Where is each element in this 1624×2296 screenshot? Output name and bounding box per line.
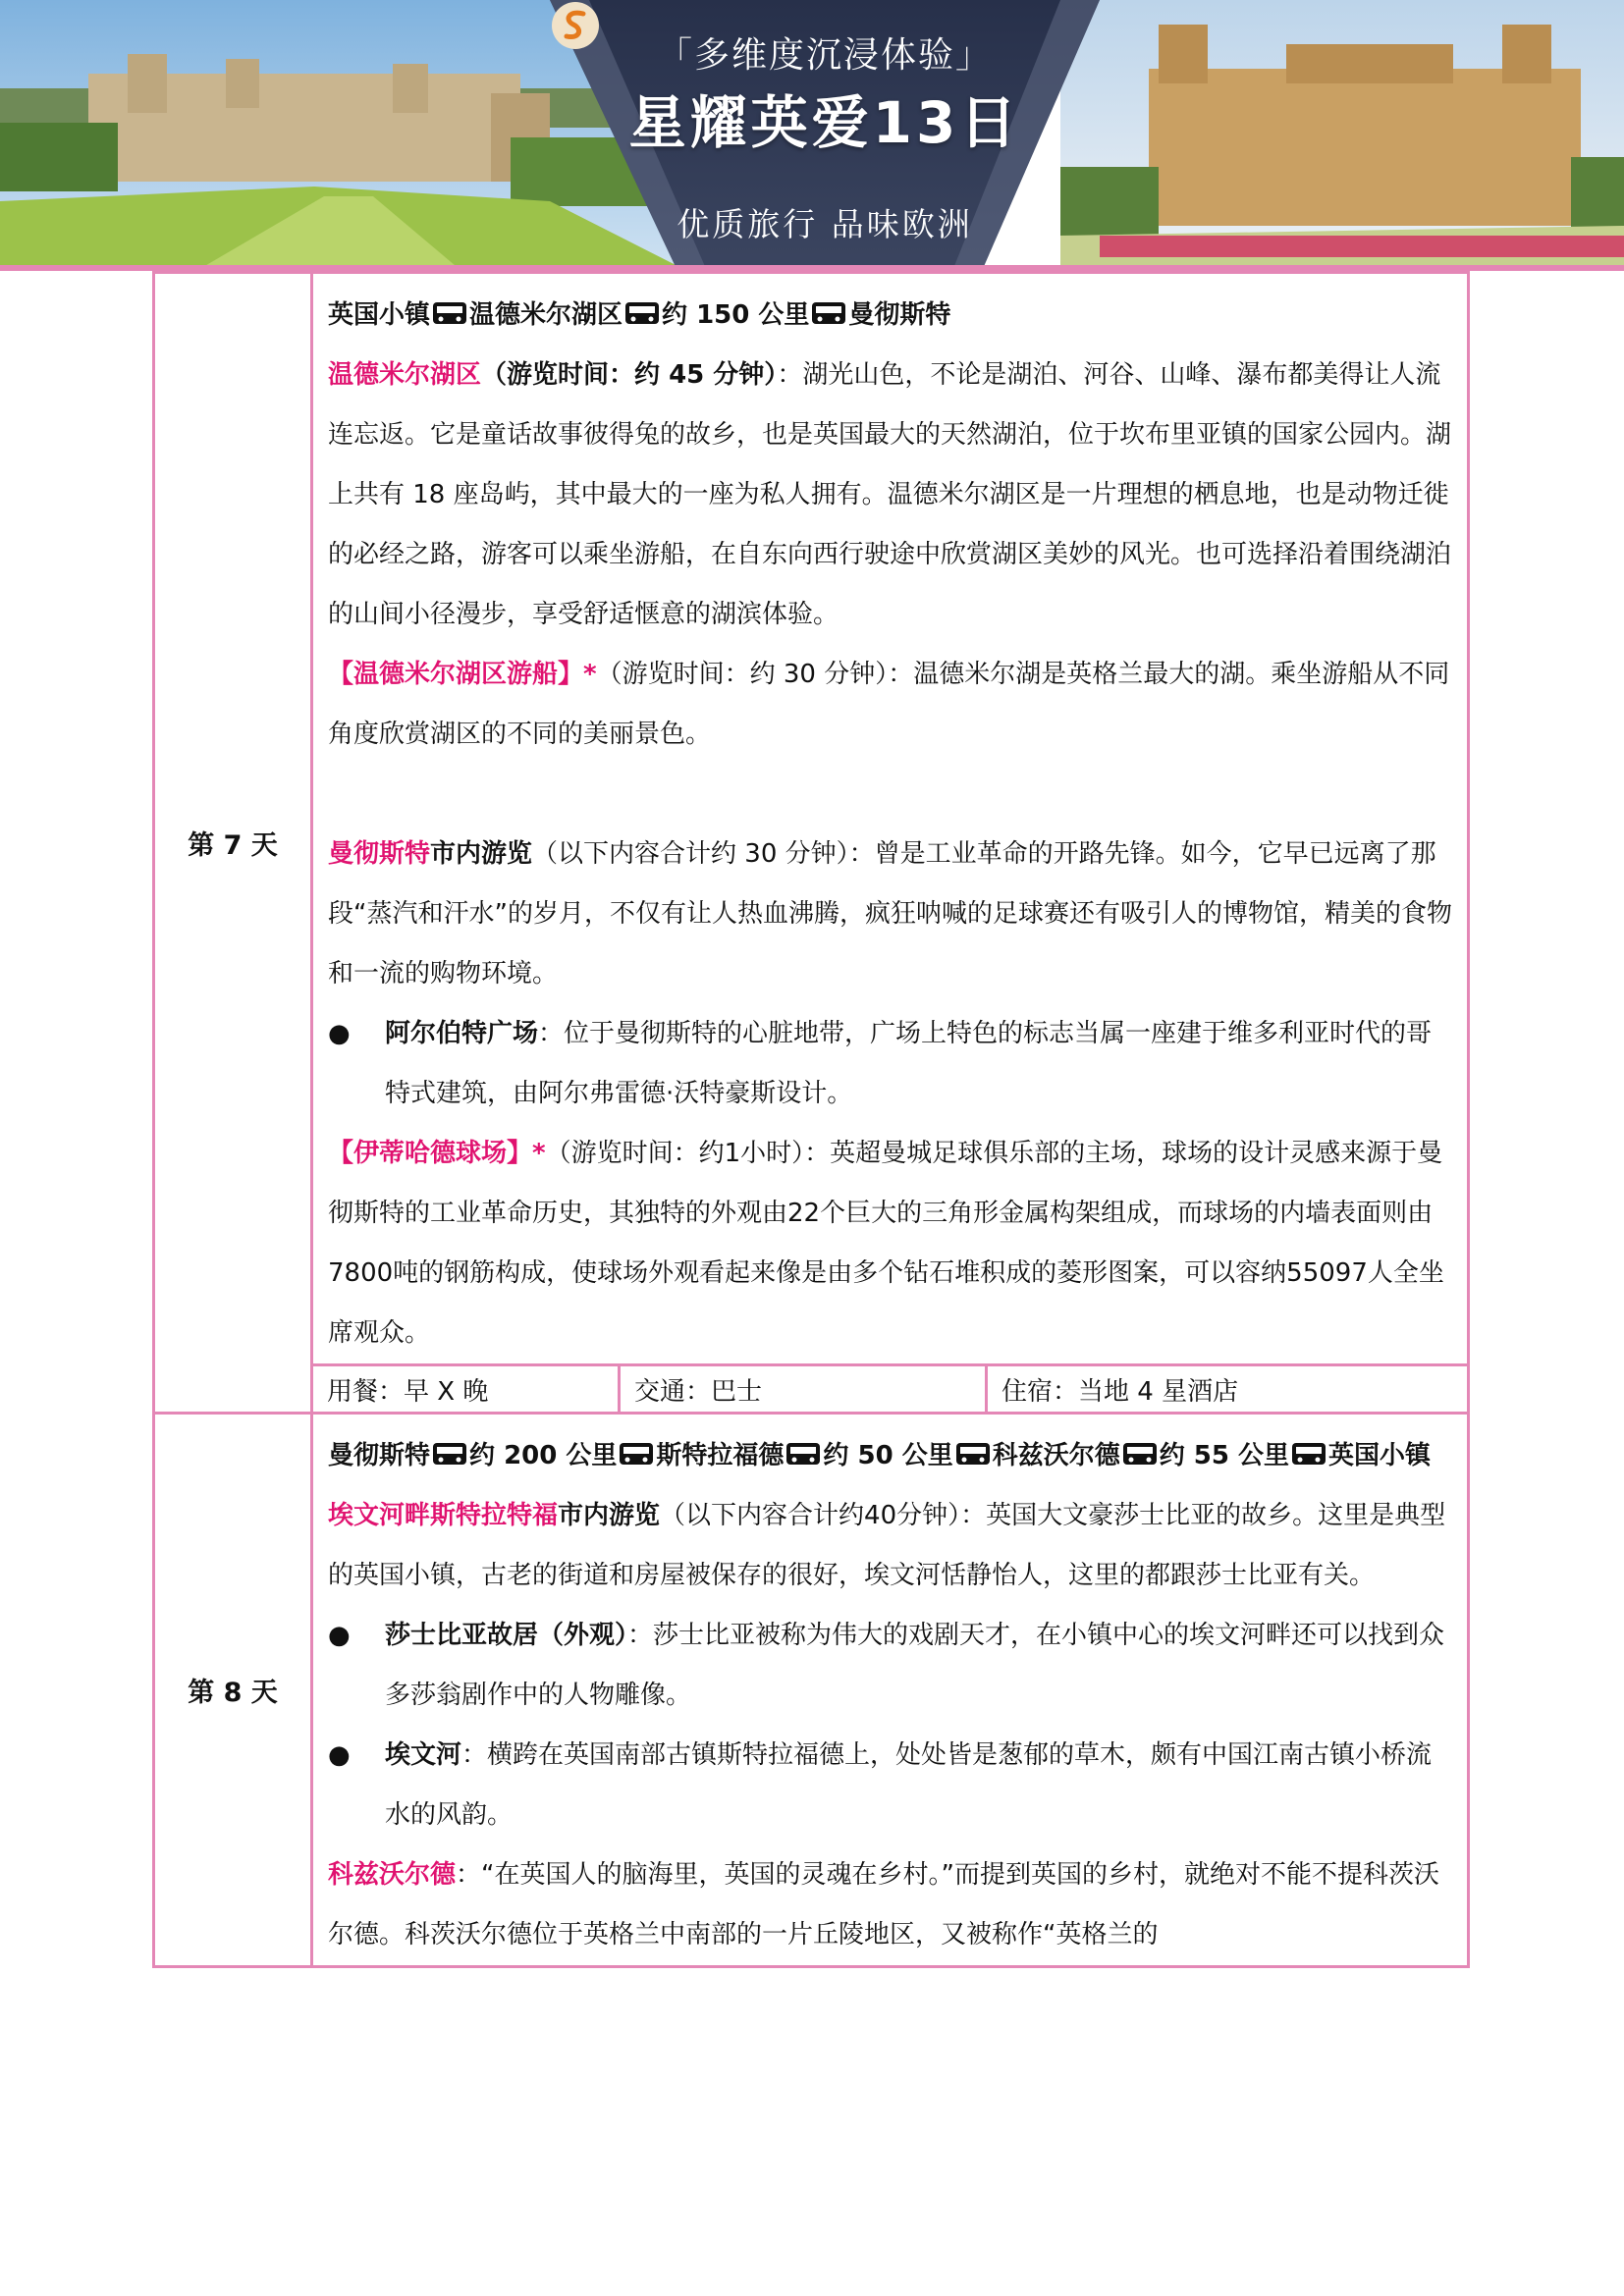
paragraph-etihad: 【伊蒂哈德球场】*（游览时间：约1小时）：英超曼城足球俱乐部的主场，球场的设计灵感来源于曼彻斯特的工业革命历史，其独特的外观由22个巨大的三角形金属构架组成，而球场的内墙表面则由7800吨的钢筋构成，使球场外观看起来像是由多个钻石堆积成的菱形图案，可以容纳55097人全坐席观众。 [328, 1139, 1444, 1348]
paragraph-cotswolds: 科兹沃尔德：“在英国人的脑海里，英国的灵魂在乡村。”而提到英国的乡村，就绝对不能不提科茨沃尔德。科茨沃尔德位于英格兰中南部的一片丘陵地区，又被称作“英格兰的 [328, 1860, 1439, 1949]
bus-icon [1291, 1442, 1326, 1468]
paragraph-cruise: 【温德米尔湖区游船】*（游览时间：约 30 分钟）：温德米尔湖是英格兰最大的湖。乘坐游船从不同角度欣赏湖区的不同的美丽景色。 [328, 660, 1450, 749]
list-item: ● 埃文河：横跨在英国南部古镇斯特拉福德上，处处皆是葱郁的草木，颇有中国江南古镇小桥流水的风韵。 [328, 1726, 1457, 1845]
bus-icon [624, 301, 660, 327]
day-content [313, 274, 1467, 1412]
day-content [313, 1415, 1467, 1965]
hotel-info: 住宿：当地 4 星酒店 [1001, 1376, 1239, 1407]
bus-icon [811, 301, 846, 327]
banner-slogan: 优质旅行 品味欧洲 [677, 205, 973, 243]
banner-title: 星耀英爱13日 [628, 89, 1021, 156]
bus-icon [432, 1442, 467, 1468]
bullet-icon: ● [328, 1621, 351, 1650]
banner-tagline: 「多维度沉浸体验」 [656, 35, 994, 76]
header-banner [0, 0, 1624, 271]
paragraph-manchester: 曼彻斯特市内游览（以下内容合计约 30 分钟）：曾是工业革命的开路先锋。如今，它早已远离了那段“蒸汽和汗水”的岁月，不仅有让人热血沸腾，疯狂呐喊的足球赛还有吸引人的博物馆，精美的食物和一流的购物环境。 [328, 839, 1452, 988]
day-row-7 [155, 274, 1467, 1415]
bus-icon [785, 1442, 821, 1468]
day-meta [313, 1363, 1467, 1412]
paragraph-stratford: 埃文河畔斯特拉特福市内游览（以下内容合计约40分钟）：英国大文豪莎士比亚的故乡。这里是典型的英国小镇，古老的街道和房屋被保存的很好，埃文河恬静怡人，这里的都跟莎士比亚有关。 [328, 1501, 1446, 1590]
transport-info: 交通：巴士 [621, 1366, 988, 1412]
day-label: 第 7 天 [155, 274, 313, 1412]
bus-icon [432, 301, 467, 327]
itinerary-table [152, 271, 1470, 1968]
meal-info: 用餐：早 X 晚 [313, 1366, 621, 1412]
day-row-8 [155, 1415, 1467, 1965]
brand-logo-icon [550, 0, 601, 51]
list-item: ● 莎士比亚故居（外观）：莎士比亚被称为伟大的戏剧天才，在小镇中心的埃文河畔还可以找到众多莎翁剧作中的人物雕像。 [328, 1606, 1457, 1726]
bus-icon [619, 1442, 654, 1468]
bus-icon [1122, 1442, 1158, 1468]
route-line: 英国小镇 温德米尔湖区 约 150 公里 曼彻斯特 [328, 300, 951, 330]
bus-icon [955, 1442, 991, 1468]
paragraph-windermere: 温德米尔湖区（游览时间：约 45 分钟）：湖光山色，不论是湖泊、河谷、山峰、瀑布都美得让人流连忘返。它是童话故事彼得兔的故乡，也是英国最大的天然湖泊，位于坎布里亚镇的国家公园内。湖上共有 18 座岛屿，其中最大的一座为私人拥有。温德米尔湖区是一片理想的栖息地，也是动物迁徙的必经之路，游客可以乘坐游船，在自东向西行驶途中欣赏湖区美妙的风光。也可选择沿着围绕湖泊的山间小径漫步，享受舒适惬意的湖滨体验。 [328, 360, 1452, 629]
bullet-icon: ● [328, 1740, 351, 1770]
route-line: 曼彻斯特 约 200 公里 斯特拉福德 约 50 公里 科兹沃尔德 约 55 公里 英国小镇 [328, 1441, 1432, 1470]
list-item: ● 阿尔伯特广场：位于曼彻斯特的心脏地带，广场上特色的标志当属一座建于维多利亚时代的哥特式建筑，由阿尔弗雷德·沃特豪斯设计。 [328, 1004, 1457, 1124]
day-label: 第 8 天 [155, 1415, 313, 1965]
bullet-icon: ● [328, 1019, 351, 1048]
spacer [328, 765, 1457, 825]
